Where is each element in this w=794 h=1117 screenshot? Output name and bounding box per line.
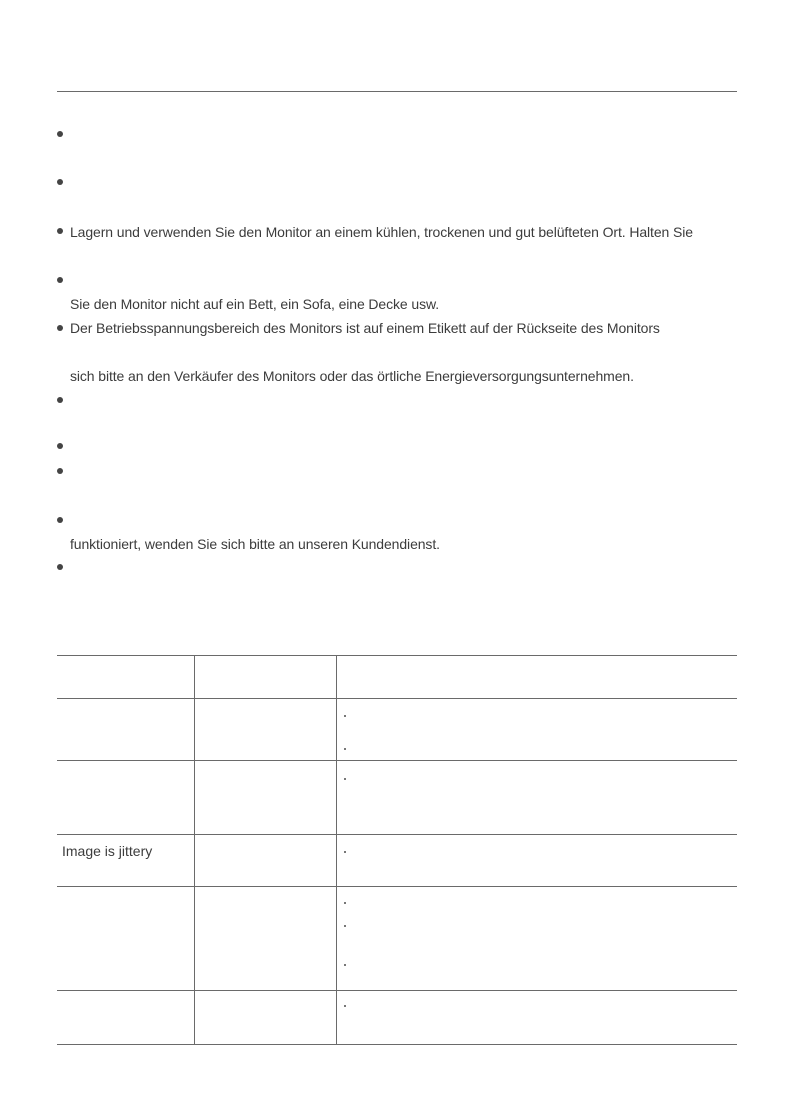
list-bullet xyxy=(57,228,63,234)
table-cell-solution xyxy=(336,835,737,887)
table-row xyxy=(57,835,737,887)
table-row xyxy=(57,699,737,761)
table-cell-cause xyxy=(194,835,336,887)
table-cell-problem xyxy=(57,887,194,991)
list-item-text: Sie den Monitor nicht auf ein Bett, ein Sofa, eine Decke usw. xyxy=(70,296,440,312)
list-item-text: Lagern und verwenden Sie den Monitor an einem kühlen, trockenen und gut belüfteten Ort. Halten Sie xyxy=(70,224,693,240)
list-bullet xyxy=(57,517,63,523)
table-row xyxy=(57,761,737,835)
list-item-text: sich bitte an den Verkäufer des Monitors oder das örtliche Energieversorgungsunternehmen. xyxy=(70,368,634,384)
table-cell-solution xyxy=(336,761,737,835)
table-cell-problem xyxy=(57,699,194,761)
list-bullet xyxy=(57,443,63,449)
table-cell-solution xyxy=(336,887,737,991)
table-cell-cause xyxy=(194,656,336,699)
solution-marker xyxy=(344,851,346,853)
solution-marker xyxy=(344,778,346,780)
list-bullet xyxy=(57,468,63,474)
list-item-text: funktioniert, wenden Sie sich bitte an unseren Kundendienst. xyxy=(70,536,440,552)
table-cell-cause xyxy=(194,991,336,1045)
list-bullet xyxy=(57,325,63,331)
list-bullet xyxy=(57,397,63,403)
top-divider xyxy=(57,91,737,92)
table-cell-problem xyxy=(57,991,194,1045)
solution-marker xyxy=(344,748,346,750)
solution-marker xyxy=(344,925,346,927)
table-row xyxy=(57,887,737,991)
list-item-text: Der Betriebsspannungsbereich des Monitors ist auf einem Etikett auf der Rückseite des Monitors xyxy=(70,320,660,336)
list-bullet xyxy=(57,564,63,570)
table-cell-cause xyxy=(194,887,336,991)
table-header-row xyxy=(57,656,737,699)
table-cell-problem xyxy=(57,656,194,699)
table-cell-cause xyxy=(194,761,336,835)
solution-marker xyxy=(344,964,346,966)
troubleshooting-table xyxy=(57,655,737,1045)
problem-text: Image is jittery xyxy=(62,843,153,859)
table-cell-solution xyxy=(336,991,737,1045)
solution-marker xyxy=(344,902,346,904)
table-cell-solution xyxy=(336,699,737,761)
list-bullet xyxy=(57,277,63,283)
list-bullet xyxy=(57,179,63,185)
table-cell-cause xyxy=(194,699,336,761)
table-cell-problem xyxy=(57,761,194,835)
solution-marker xyxy=(344,715,346,717)
table-cell-problem xyxy=(57,835,194,887)
table-row xyxy=(57,991,737,1045)
list-bullet xyxy=(57,131,63,137)
table-cell-solution xyxy=(336,656,737,699)
solution-marker xyxy=(344,1005,346,1007)
